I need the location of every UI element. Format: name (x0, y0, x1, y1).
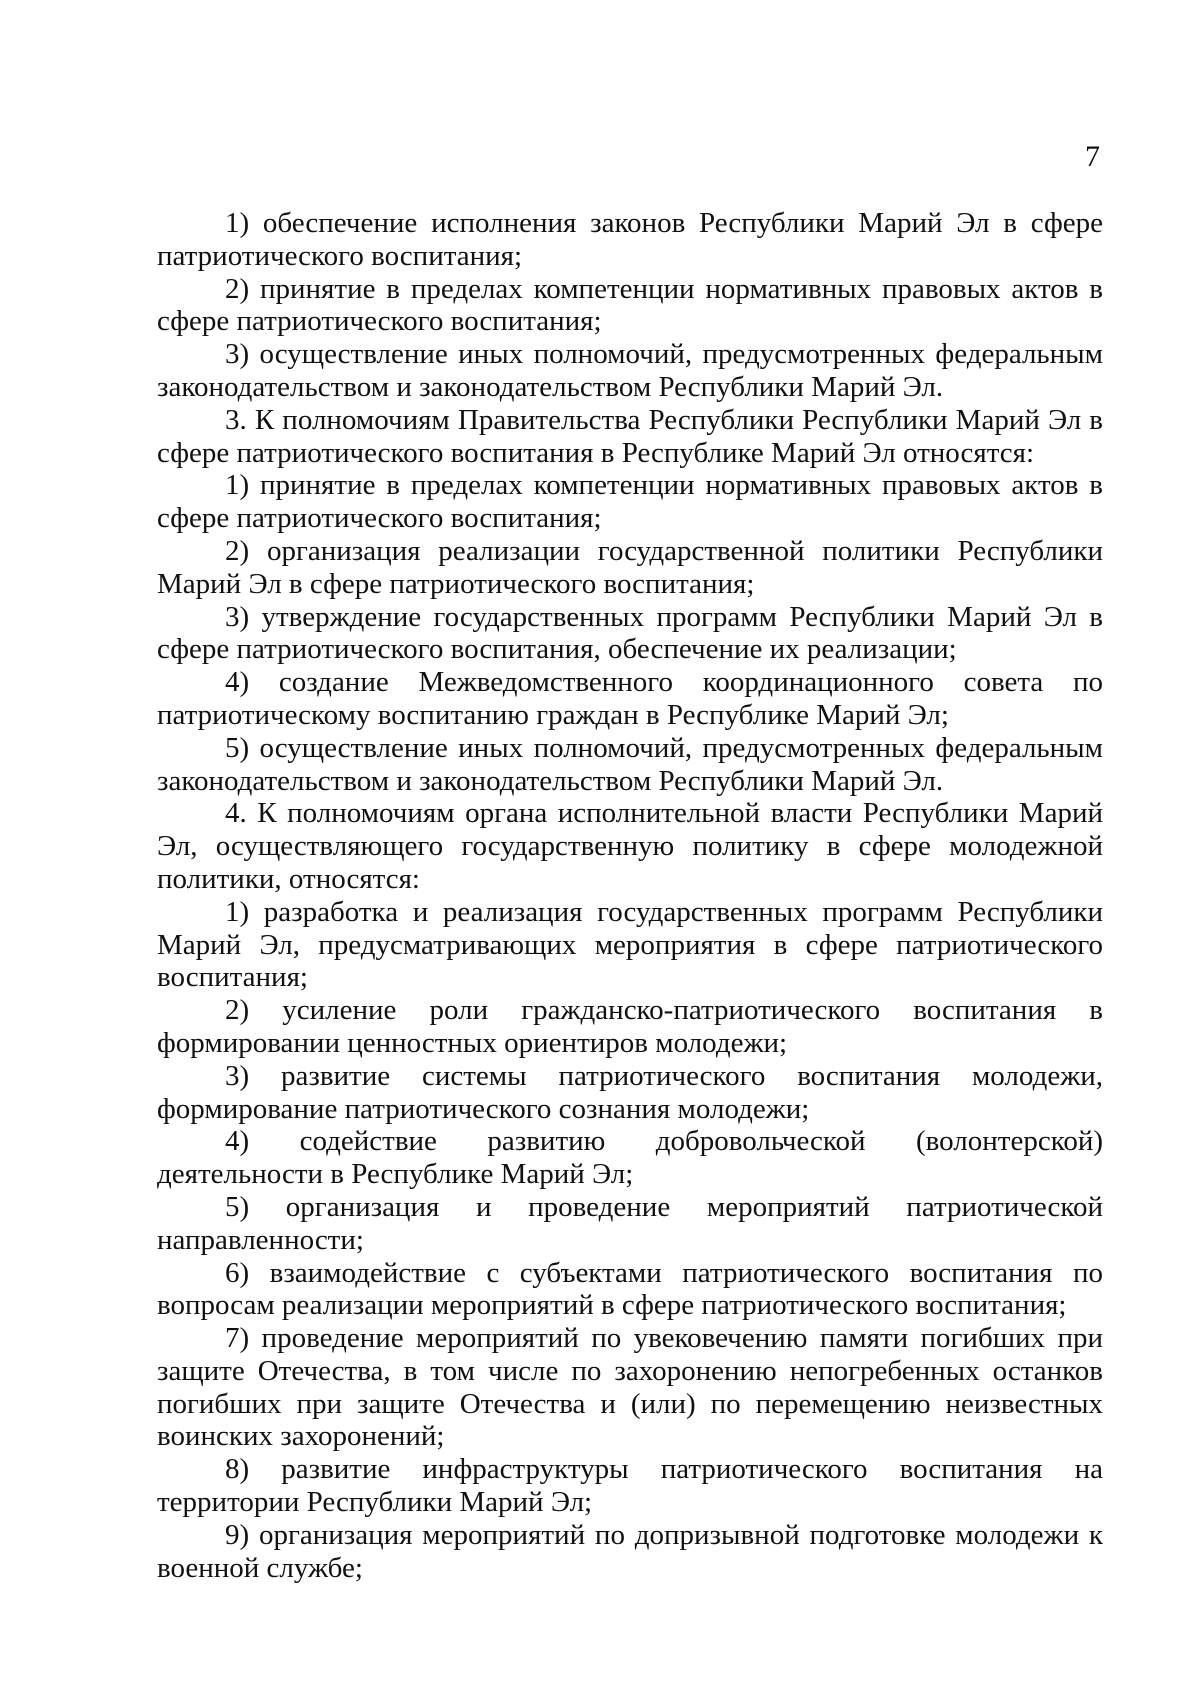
paragraph-item-2: 2) организация реализации государственной политики Республики Марий Эл в сфере патриотического воспитания; (157, 534, 1103, 600)
paragraph-item-5: 5) осуществление иных полномочий, предусмотренных федеральным законодательством и законодательством Республики Марий Эл. (157, 731, 1103, 797)
paragraph-item-2: 2) усиление роли гражданско-патриотического воспитания в формировании ценностных ориентиров молодежи; (157, 994, 1103, 1059)
paragraph-item-4: 4) создание Межведомственного координационного совета по патриотическому воспитанию граждан в Республике Марий Эл; (157, 666, 1103, 731)
paragraph-item-2: 2) принятие в пределах компетенции нормативных правовых актов в сфере патриотического воспитания; (157, 272, 1103, 338)
paragraph-section-3: 3. К полномочиям Правительства Республики Республики Марий Эл в сфере патриотического воспитания в Республике Марий Эл относятся: (157, 403, 1103, 469)
paragraph-item-1: 1) обеспечение исполнения законов Республики Марий Эл в сфере патриотического воспитания; (157, 207, 1103, 272)
paragraph-item-3: 3) развитие системы патриотического воспитания молодежи, формирование патриотического сознания молодежи; (157, 1059, 1103, 1125)
paragraph-item-8: 8) развитие инфраструктуры патриотического воспитания на территории Республики Марий Эл; (157, 1453, 1103, 1519)
paragraph-section-4: 4. К полномочиям органа исполнительной власти Республики Марий Эл, осуществляющего государственную политику в сфере молодежной политики, относятся: (157, 797, 1103, 895)
paragraph-item-6: 6) взаимодействие с субъектами патриотического воспитания по вопросам реализации мероприятий в сфере патриотического воспитания; (157, 1256, 1103, 1322)
paragraph-item-3: 3) осуществление иных полномочий, предусмотренных федеральным законодательством и законодательством Республики Марий Эл. (157, 338, 1103, 403)
paragraph-item-9: 9) организация мероприятий по допризывной подготовке молодежи к военной службе; (157, 1518, 1103, 1584)
paragraph-item-5: 5) организация и проведение мероприятий патриотической направленности; (157, 1190, 1103, 1256)
paragraph-item-7: 7) проведение мероприятий по увековечению памяти погибших при защите Отечества, в том числе по захоронению непогребенных останков погибших при защите Отечества и (или) по перемещению неизвестных воинских захоронений; (157, 1322, 1103, 1453)
paragraph-item-1: 1) принятие в пределах компетенции нормативных правовых актов в сфере патриотического воспитания; (157, 469, 1103, 535)
paragraph-item-3: 3) утверждение государственных программ Республики Марий Эл в сфере патриотического воспитания, обеспечение их реализации; (157, 600, 1103, 666)
body-text (157, 207, 1103, 1584)
paragraph-item-4: 4) содействие развитию добровольческой (волонтерской) деятельности в Республике Марий Эл; (157, 1125, 1103, 1191)
page-number: 7 (1085, 140, 1100, 173)
paragraph-item-1: 1) разработка и реализация государственных программ Республики Марий Эл, предусматривающих мероприятия в сфере патриотического воспитания; (157, 895, 1103, 994)
